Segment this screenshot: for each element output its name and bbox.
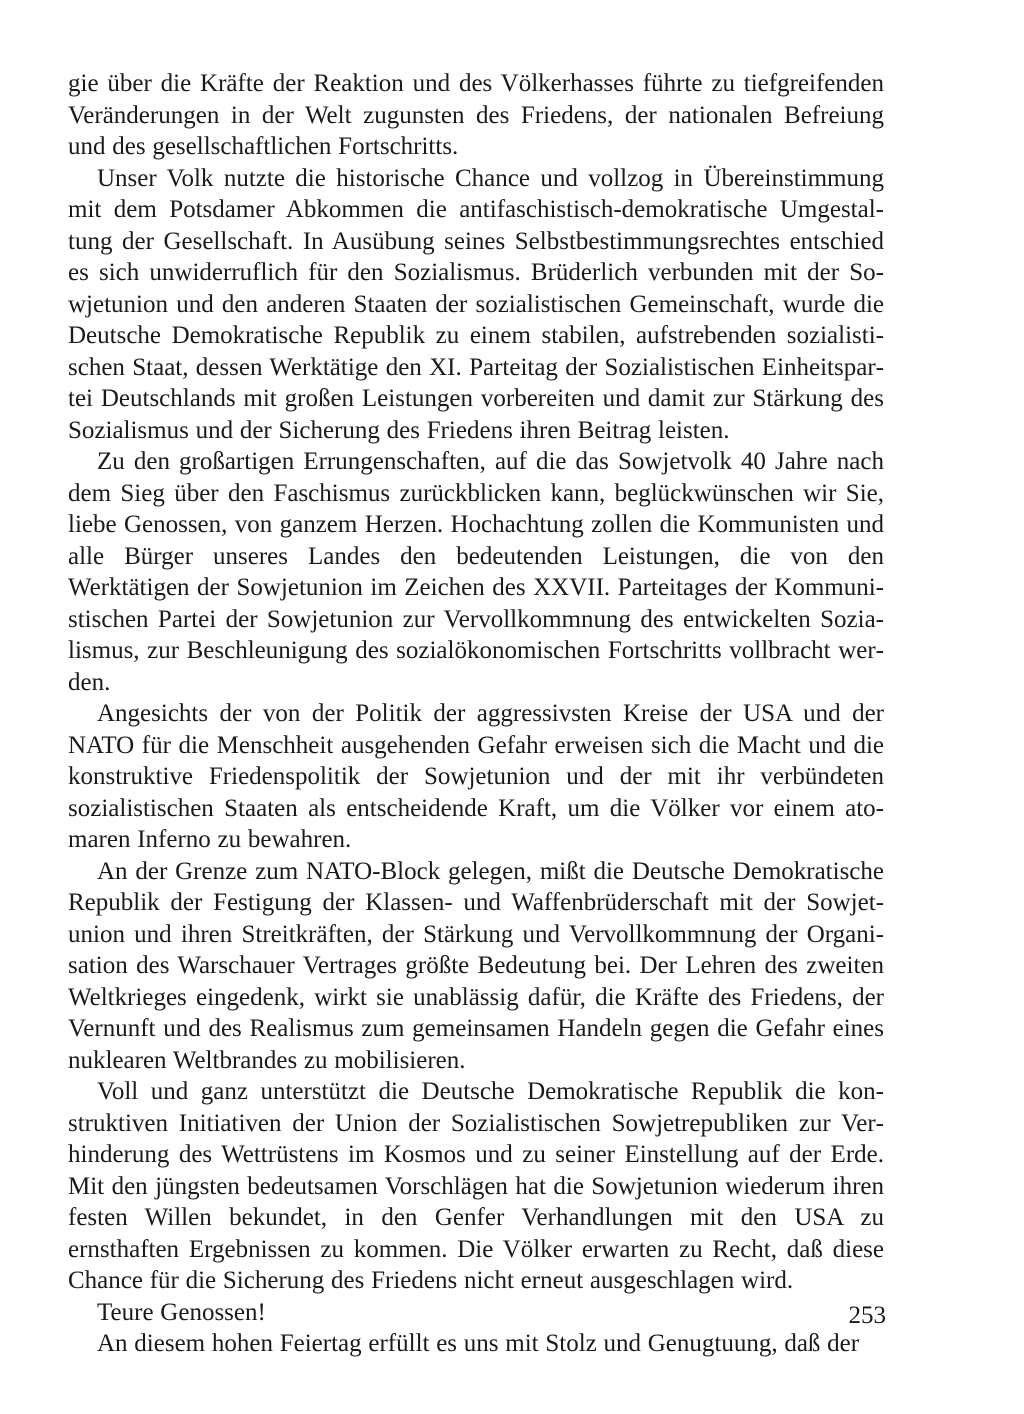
paragraph-initiativen: Voll und ganz unterstützt die Deutsche Demokratische Republik die konstruktiven Initiativen der Union der Sozialistischen Sowjetrepubliken zur Verhinderung des Wettrüstens im Kosmos und zu seiner Einstellung auf der Erde. Mit den jüngsten bedeutsamen Vorschlägen hat die Sowjetunion wiederum ihren festen Willen bekundet, in den Genfer Verhandlungen mit den USA zu ernsthaften Ergebnissen zu kommen. Die Völker erwarten zu Recht, daß diese Chance für die Sicherung des Friedens nicht erneut ausgeschlagen wird. xyxy=(68,1078,884,1294)
paragraph-continuation: gie über die Kräfte der Reaktion und des Völkerhasses führte zu tiefgreifenden Veränderungen in der Welt zugunsten des Friedens, der nationalen Befreiung und des gesellschaftlichen Fortschritts. xyxy=(68,70,884,160)
paragraph-errungenschaften: Zu den großartigen Errungenschaften, auf die das Sowjetvolk 40 Jahre nach dem Sieg über den Faschismus zurückblicken kann, beglückwünschen wir Sie, liebe Genossen, von ganzem Herzen. Hochachtung zollen die Kommunisten und alle Bürger unseres Landes den bedeutenden Leistungen, die von den Werktätigen der Sowjetunion im Zeichen des XXVII. Parteitages der Kommunistischen Partei der Sowjetunion zur Vervollkommnung des entwickelten Sozialismus, zur Beschleunigung des sozialökonomischen Fortschritts vollbracht werden. xyxy=(68,448,884,696)
paragraph-anrede: Teure Genossen! xyxy=(97,1298,266,1326)
body-text xyxy=(68,68,884,1360)
paragraph-feiertag: An diesem hohen Feiertag erfüllt es uns mit Stolz und Genugtuung, daß der xyxy=(97,1330,860,1357)
paragraph-grenze-nato-block: An der Grenze zum NATO-Block gelegen, mißt die Deutsche Demokratische Republik der Festigung der Klassen- und Waffenbrüderschaft mit der Sowjetunion und ihren Streitkräften, der Stärkung und Vervollkommnung der Organisation des Warschauer Vertrages größte Bedeutung bei. Der Lehren des zweiten Weltkrieges eingedenk, wirkt sie unablässig dafür, die Kräfte des Friedens, der Vernunft und des Realismus zum gemeinsamen Handeln gegen die Gefahr eines nuklearen Weltbrandes zu mobilisieren. xyxy=(68,857,884,1074)
page-number: 253 xyxy=(848,1302,886,1329)
paragraph-historische-chance: Unser Volk nutzte die historische Chance und vollzog in Übereinstimmung mit dem Potsdamer Abkommen die antifaschistisch-demokratische Umgestaltung der Gesellschaft. In Ausübung seines Selbstbestimmungsrechtes entschied es sich unwiderruflich für den Sozialismus. Brüderlich verbunden mit der Sowjetunion und den anderen Staaten der sozialistischen Gemeinschaft, wurde die Deutsche Demokratische Republik zu einem stabilen, aufstrebenden sozialistischen Staat, dessen Werktätige den XI. Parteitag der Sozialistischen Einheitspartei Deutschlands mit großen Leistungen vorbereiten und damit zur Stärkung des Sozialismus und der Sicherung des Friedens ihren Beitrag leisten. xyxy=(68,164,884,444)
paragraph-nato-gefahr: Angesichts der von der Politik der aggressivsten Kreise der USA und der NATO für die Menschheit ausgehenden Gefahr erweisen sich die Macht und die konstruktive Friedenspolitik der Sowjetunion und der mit ihr verbündeten sozialistischen Staaten als entscheidende Kraft, um die Völker vor einem atomaren Inferno zu bewahren. xyxy=(68,700,884,853)
